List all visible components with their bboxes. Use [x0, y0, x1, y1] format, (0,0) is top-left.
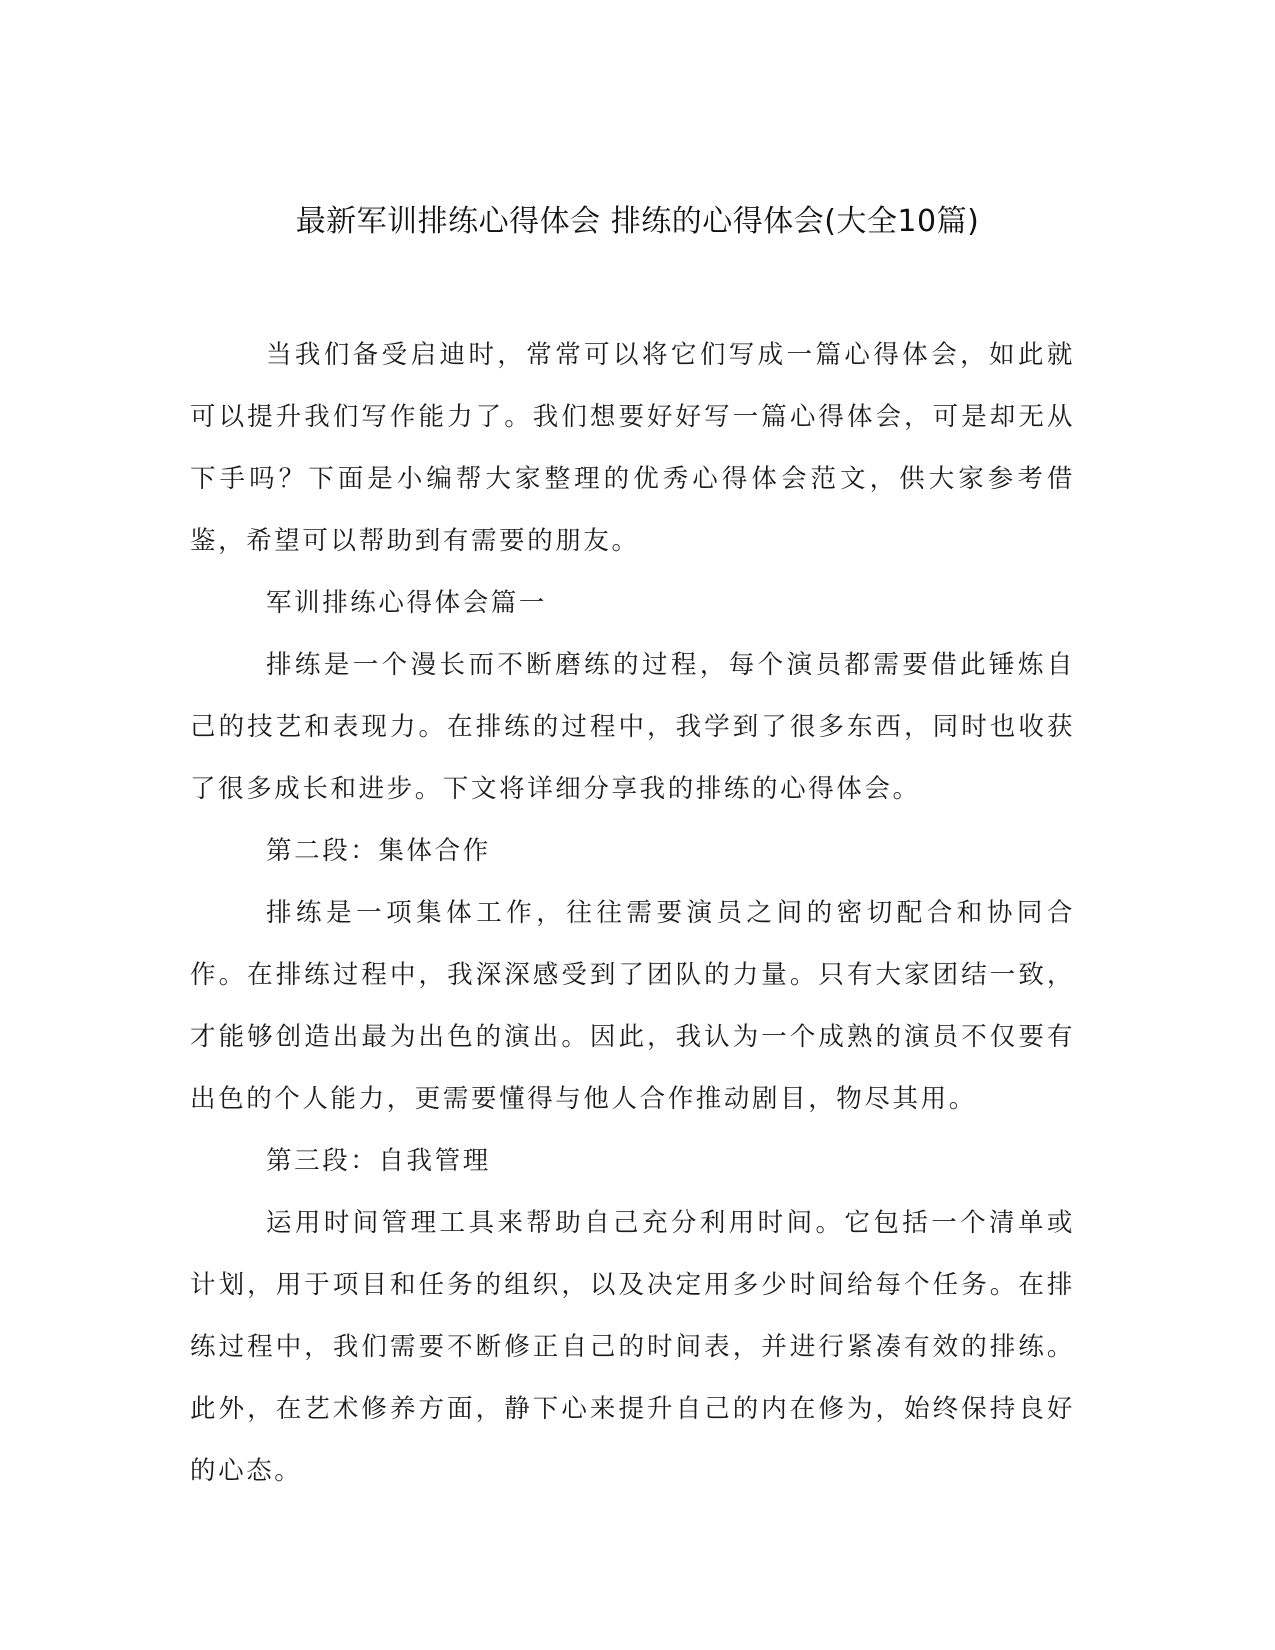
document-body — [190, 324, 1075, 1502]
section-heading-self-management: 第三段：自我管理 — [266, 1146, 491, 1176]
section-heading-part-one: 军训排练心得体会篇一 — [266, 588, 548, 618]
body-paragraph: 排练是一个漫长而不断磨练的过程，每个演员都需要借此锤炼自己的技艺和表现力。在排练的过程中，我学到了很多东西，同时也收获了很多成长和进步。下文将详细分享我的排练的心得体会。 — [190, 650, 1075, 804]
body-paragraph: 排练是一项集体工作，往往需要演员之间的密切配合和协同合作。在排练过程中，我深深感受到了团队的力量。只有大家团结一致，才能够创造出最为出色的演出。因此，我认为一个成熟的演员不仅要有出色的个人能力，更需要懂得与他人合作推动剧目，物尽其用。 — [190, 898, 1075, 1114]
document-title: 最新军训排练心得体会 排练的心得体会(大全10篇) — [295, 204, 980, 239]
intro-paragraph: 当我们备受启迪时，常常可以将它们写成一篇心得体会，如此就可以提升我们写作能力了。我们想要好好写一篇心得体会，可是却无从下手吗？下面是小编帮大家整理的优秀心得体会范文，供大家参考借鉴，希望可以帮助到有需要的朋友。 — [190, 340, 1075, 556]
section-heading-collaboration: 第二段：集体合作 — [266, 836, 491, 866]
body-paragraph: 运用时间管理工具来帮助自己充分利用时间。它包括一个清单或计划，用于项目和任务的组织，以及决定用多少时间给每个任务。在排练过程中，我们需要不断修正自己的时间表，并进行紧凑有效的排练。此外，在艺术修养方面，静下心来提升自己的内在修为，始终保持良好的心态。 — [190, 1208, 1075, 1486]
